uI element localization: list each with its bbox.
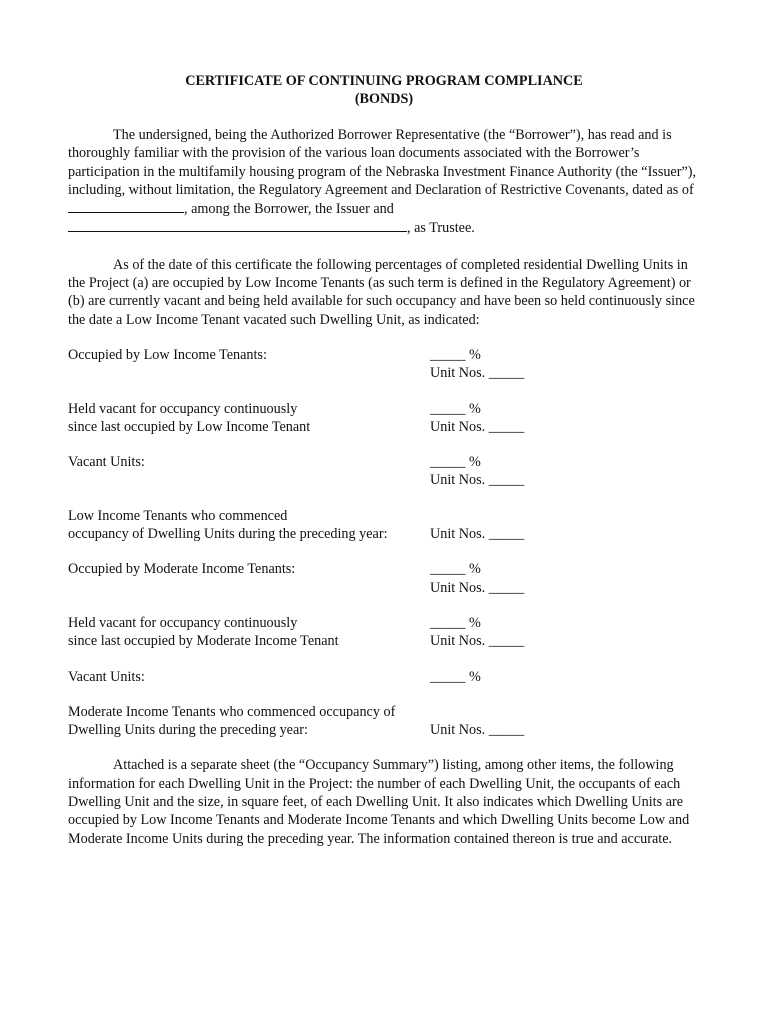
percent-blank-field: _____ % [430, 614, 481, 631]
percent-blank-field: _____ % [430, 400, 481, 417]
compliance-item-values [430, 400, 700, 437]
compliance-item-label-line: Vacant Units: [68, 668, 145, 685]
unit-nos-field [430, 703, 700, 721]
compliance-item-label-line: Vacant Units: [68, 454, 145, 471]
compliance-item [68, 400, 700, 437]
intro-paragraph [68, 126, 700, 238]
compliance-item [68, 507, 700, 544]
intro-text-middle: , among the Borrower, the Issuer and [184, 201, 394, 218]
compliance-items [68, 346, 700, 739]
intro-text-before: The undersigned, being the Authorized Borrower Representative (the “Borrower”), has read and is thoroughly familiar with the provision of the various loan documents associated with the Borrower’s participation in the multifamily housing program of the Nebraska Investment Finance Authority (the “Issuer”), including, without limitation, the Regulatory Agreement and Declaration of Restrictive Covenants, dated as of [68, 127, 697, 198]
compliance-item-values [430, 614, 700, 651]
compliance-item-label-line: Occupied by Moderate Income Tenants: [68, 561, 296, 578]
occupancy-summary-paragraph: Attached is a separate sheet (the “Occupancy Summary”) listing, among other items, the following information for each Dwelling Unit in the Project: the number of each Dwelling Unit, the occupants of each Dwelling Unit and the size, in square feet, of each Dwelling Unit. It also indicates which Dwelling Units are occupied by Low Income Tenants and Moderate Income Tenants and which Dwelling Units become Low and Moderate Income Units during the preceding year. The information contained thereon is true and accurate. [68, 757, 690, 847]
compliance-item-label-line: Moderate Income Tenants who commenced occupancy of [68, 703, 396, 720]
document-subtitle: (BONDS) [354, 91, 414, 107]
percent-blank-field: _____ % [430, 454, 481, 471]
percentages-paragraph: As of the date of this certificate the following percentages of completed residential Dwelling Units in the Project (a) are occupied by Low Income Tenants (as such term is defined in the Regulatory Agreement) or (b) are currently vacant and being held available for such occupancy and have been so held continuously since the date a Low Income Tenant vacated such Dwelling Unit, as indicated: [68, 256, 695, 328]
document-title: CERTIFICATE OF CONTINUING PROGRAM COMPLIANCE [185, 73, 583, 89]
compliance-item [68, 668, 700, 686]
unit-nos-field [430, 507, 700, 525]
compliance-item-label-line: Occupied by Low Income Tenants: [68, 346, 267, 363]
unit-nos-field: Unit Nos. _____ [430, 722, 525, 739]
compliance-item-values [430, 703, 700, 740]
compliance-item [68, 560, 700, 597]
trustee-blank [68, 218, 407, 232]
compliance-item-label [68, 668, 430, 686]
compliance-item [68, 453, 700, 490]
compliance-item-label-line: Low Income Tenants who commenced [68, 507, 288, 524]
compliance-item-label [68, 346, 430, 383]
percent-blank-field: _____ % [430, 561, 481, 578]
compliance-item-label [68, 560, 430, 597]
compliance-item-label-line: since last occupied by Low Income Tenant [68, 418, 311, 435]
compliance-item [68, 346, 700, 383]
compliance-item-label [68, 400, 430, 437]
compliance-item-values [430, 507, 700, 544]
percent-blank-field: _____ % [430, 668, 481, 685]
compliance-item-label-line: Dwelling Units during the preceding year: [68, 722, 308, 739]
intro-text-after: , as Trustee. [407, 220, 475, 237]
compliance-item-values [430, 346, 700, 383]
unit-nos-field: Unit Nos. _____ [430, 472, 525, 489]
compliance-item [68, 614, 700, 651]
compliance-item-label-line: since last occupied by Moderate Income Tenant [68, 633, 339, 650]
unit-nos-field: Unit Nos. _____ [430, 365, 525, 382]
unit-nos-field: Unit Nos. _____ [430, 418, 525, 435]
compliance-item [68, 703, 700, 740]
unit-nos-field: Unit Nos. _____ [430, 633, 525, 650]
compliance-item-label [68, 453, 430, 490]
unit-nos-field: Unit Nos. _____ [430, 579, 525, 596]
compliance-item-label [68, 507, 430, 544]
compliance-item-label [68, 614, 430, 651]
compliance-item-label-line: Held vacant for occupancy continuously [68, 400, 298, 417]
unit-nos-field: Unit Nos. _____ [430, 526, 525, 543]
compliance-item-values [430, 453, 700, 490]
compliance-item-label [68, 703, 430, 740]
date-blank [68, 199, 184, 213]
compliance-item-values [430, 560, 700, 597]
compliance-item-label-line: Held vacant for occupancy continuously [68, 614, 298, 631]
compliance-item-label-line: occupancy of Dwelling Units during the preceding year: [68, 526, 388, 543]
percent-blank-field: _____ % [430, 346, 481, 363]
compliance-item-values [430, 668, 700, 686]
document-page [68, 72, 700, 848]
